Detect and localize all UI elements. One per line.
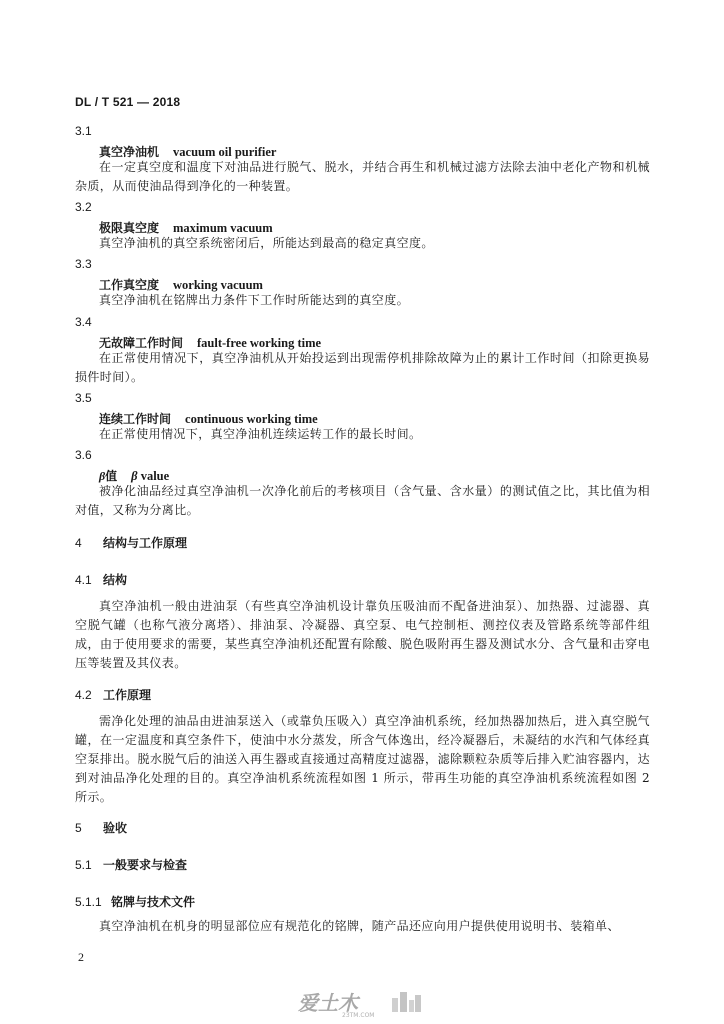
section-heading — [75, 534, 187, 551]
term-definition: 在一定真空度和温度下对油品进行脱气、脱水，并结合再生和机械过滤方法除去油中老化产物和机械杂质，从而使油品得到净化的一种装置。 — [75, 160, 650, 193]
section-title: 工作原理 — [103, 688, 152, 702]
beta-symbol: β — [99, 469, 106, 483]
section-title: 一般要求与检查 — [103, 858, 188, 872]
watermark-logo — [296, 988, 426, 1018]
term-number: 3.2 — [75, 200, 92, 214]
term-number: 3.5 — [75, 391, 92, 405]
term-en: working vacuum — [173, 278, 263, 292]
term-en: continuous working time — [185, 412, 318, 426]
section-title: 验收 — [103, 821, 128, 835]
section-title: 结构 — [103, 573, 128, 587]
section-number: 5.1.1 — [75, 895, 102, 909]
term-en: fault-free working time — [197, 336, 322, 350]
paragraph: 真空净油机一般由进油泵（有些真空净油机设计靠负压吸油而不配备进油泵）、加热器、过滤器、真空脱气罐（也称气液分离塔）、排油泵、冷凝器、真空泵、电气控制柜、测控仪表及管路系统等部件组成，由于使用要求的需要，某些真空净油机还配置有除酸、脱色吸附再生器及测试水分、含气量和击穿电压等装置及其仪表。 — [75, 599, 650, 670]
term-zh: 真空净油机 — [99, 145, 160, 159]
term-definition: 在正常使用情况下，真空净油机从开始投运到出现需停机排除故障为止的累计工作时间（扣除更换易损件时间）。 — [75, 351, 650, 384]
term-zh: 工作真空度 — [99, 278, 160, 292]
section-heading — [75, 686, 151, 703]
section-number: 5.1 — [75, 858, 92, 872]
term-definition: 在正常使用情况下，真空净油机连续运转工作的最长时间。 — [99, 427, 422, 441]
term-definition: 被净化油品经过真空净油机一次净化前后的考核项目（含气量、含水量）的测试值之比，其比值为相对值，又称为分离比。 — [75, 484, 650, 517]
section-title: 铭牌与技术文件 — [111, 895, 196, 909]
term-zh: 值 — [105, 469, 118, 483]
paragraph: 真空净油机在机身的明显部位应有规范化的铭牌，随产品还应向用户提供使用说明书、装箱单、 — [99, 919, 620, 933]
term-en-text: value — [140, 469, 170, 483]
page-number: 2 — [78, 950, 84, 964]
term-zh: 连续工作时间 — [99, 412, 172, 426]
term-zh: 极限真空度 — [99, 221, 160, 235]
section-title: 结构与工作原理 — [103, 536, 188, 550]
term-en: maximum vacuum — [173, 221, 273, 235]
term-definition: 真空净油机在铭牌出力条件下工作时所能达到的真空度。 — [99, 293, 410, 307]
term-number: 3.4 — [75, 315, 92, 329]
section-number: 4.2 — [75, 688, 92, 702]
term-en — [131, 469, 169, 483]
section-number: 4.1 — [75, 573, 92, 587]
term-definition: 真空净油机的真空系统密闭后，所能达到最高的稳定真空度。 — [99, 236, 434, 250]
term-en: vacuum oil purifier — [173, 145, 277, 159]
section-number: 5 — [75, 821, 82, 835]
section-heading — [75, 856, 187, 873]
beta-symbol: β — [131, 469, 138, 483]
section-number: 4 — [75, 536, 82, 550]
section-heading — [75, 893, 195, 910]
term-number: 3.3 — [75, 257, 92, 271]
svg-text:23TM.COM: 23TM.COM — [342, 1012, 375, 1018]
svg-text:爱土木: 爱土木 — [298, 991, 358, 1015]
term-number: 3.6 — [75, 448, 92, 462]
term-zh: 无故障工作时间 — [99, 336, 184, 350]
term-number: 3.1 — [75, 124, 92, 138]
section-heading — [75, 819, 127, 836]
paragraph: 需净化处理的油品由进油泵送入（或靠负压吸入）真空净油机系统，经加热器加热后，进入真空脱气罐，在一定温度和真空条件下，使油中水分蒸发，所含气体逸出，经冷凝器后，未凝结的水汽和气体经真空泵排出。脱水脱气后的油送入再生器或直接通过高精度过滤器，滤除颗粒杂质等后排入贮油容器内，达到对油品净化处理的目的。真空净油机系统流程如图 1 所示，带再生功能的真空净油机系统流程如图 2 所示。 — [75, 714, 650, 804]
section-heading — [75, 571, 127, 588]
standard-code-header: DL / T 521 — 2018 — [75, 95, 181, 109]
